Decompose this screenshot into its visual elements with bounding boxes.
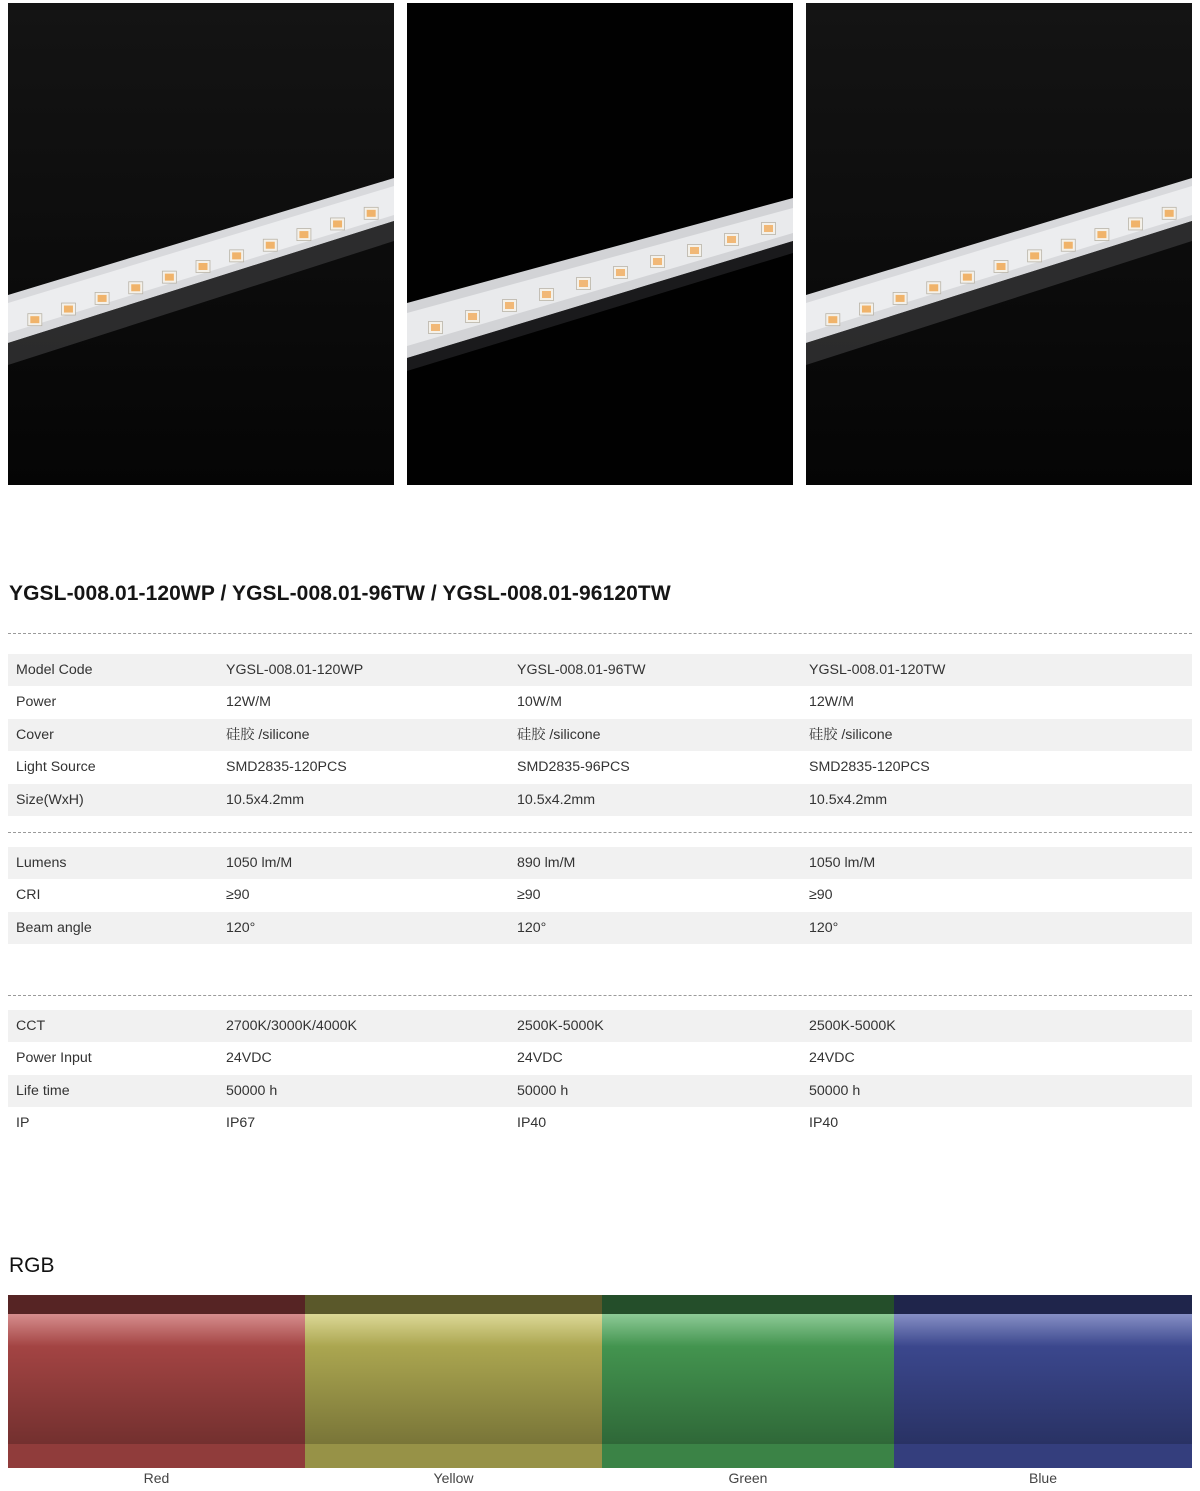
rgb-heading: RGB [9, 1254, 55, 1277]
spec-row-lumens [8, 847, 1192, 879]
spec-value: 12W/M [226, 694, 271, 711]
led-strip-photo-1[interactable] [8, 3, 394, 485]
led-strip-image-3 [806, 3, 1192, 485]
spec-value: 24VDC [809, 1050, 855, 1067]
swatch-top [894, 1295, 1192, 1314]
spec-label: IP [16, 1115, 30, 1132]
spec-label: Power Input [16, 1050, 92, 1067]
led-chip-phosphor [1030, 252, 1039, 259]
led-chip-phosphor [1097, 231, 1106, 238]
spec-label: Cover [16, 726, 54, 743]
spec-value: 10W/M [517, 694, 562, 711]
divider [8, 633, 1192, 634]
spec-label: CRI [16, 887, 41, 904]
spec-table-electrical [8, 1010, 1192, 1140]
rgb-swatches [8, 1295, 1192, 1468]
spec-value: 2500K-5000K [809, 1018, 896, 1034]
spec-value: IP40 [517, 1115, 547, 1132]
spec-row-cct [8, 1010, 1192, 1042]
spec-label: Beam angle [16, 919, 92, 936]
spec-row-model-code [8, 654, 1192, 686]
swatch-red[interactable] [8, 1295, 305, 1468]
spec-label: Size(WxH) [16, 791, 84, 808]
led-chip-phosphor [367, 210, 376, 217]
led-chip-phosphor [131, 284, 140, 291]
led-chip-phosphor [862, 306, 871, 313]
spec-label: Power [16, 694, 57, 711]
led-strip-photo-2[interactable] [407, 3, 793, 485]
spec-value: 2500K-5000K [517, 1018, 604, 1034]
led-chip-phosphor [828, 316, 837, 323]
spec-value: 24VDC [517, 1050, 563, 1067]
swatch-label-red: Red [143, 1470, 170, 1486]
led-strip-photo-3[interactable] [806, 3, 1192, 485]
led-chip-phosphor [431, 324, 440, 331]
spec-value: 120° [517, 919, 547, 936]
led-chip-phosphor [98, 295, 107, 302]
spec-row-cover [8, 719, 1192, 751]
swatch-glow [8, 1314, 305, 1444]
swatch-bottom [8, 1444, 305, 1468]
spec-value: YGSL-008.01-120TW [809, 662, 946, 678]
swatch-glow [894, 1314, 1192, 1444]
spec-value: 10.5x4.2mm [517, 791, 596, 808]
spec-value: SMD2835-96PCS [517, 759, 630, 776]
spec-table-optical [8, 847, 1192, 944]
spec-label: Light Source [16, 759, 96, 776]
swatch-top [305, 1295, 602, 1314]
led-chip-phosphor [616, 269, 625, 276]
swatch-blue[interactable] [894, 1295, 1192, 1468]
spec-value: 硅胶 /silicone [809, 726, 893, 743]
divider [8, 995, 1192, 996]
spec-label: Life time [16, 1082, 70, 1099]
led-chip-phosphor [653, 258, 662, 265]
spec-row-power-input [8, 1042, 1192, 1074]
spec-value: YGSL-008.01-96TW [517, 662, 646, 678]
swatch-green[interactable] [602, 1295, 894, 1468]
spec-label: Lumens [16, 855, 67, 871]
swatch-bottom [602, 1444, 894, 1468]
led-chip-phosphor [690, 247, 699, 254]
swatch-glow [305, 1314, 602, 1444]
spec-value: 120° [226, 919, 256, 936]
led-chip-phosphor [542, 291, 551, 298]
spec-table-general [8, 654, 1192, 816]
swatch-top [602, 1295, 894, 1314]
swatch-label-yellow: Yellow [433, 1470, 474, 1486]
led-chip-phosphor [165, 274, 174, 281]
spec-value: 120° [809, 919, 839, 936]
led-chip-phosphor [1165, 210, 1174, 217]
spec-value: IP67 [226, 1115, 256, 1132]
spec-row-size [8, 784, 1192, 816]
swatch-top [8, 1295, 305, 1314]
spec-label: CCT [16, 1018, 46, 1034]
spec-value: SMD2835-120PCS [226, 759, 347, 776]
product-gallery [8, 3, 1192, 485]
led-chip-phosphor [232, 252, 241, 259]
led-chip-phosphor [266, 242, 275, 249]
spec-label: Model Code [16, 662, 93, 678]
led-chip-phosphor [1131, 220, 1140, 227]
swatch-label-blue: Blue [1028, 1470, 1058, 1486]
led-chip-phosphor [333, 220, 342, 227]
led-chip-phosphor [896, 295, 905, 302]
spec-row-ip [8, 1107, 1192, 1139]
spec-value: IP40 [809, 1115, 839, 1132]
spec-value: SMD2835-120PCS [809, 759, 930, 776]
spec-value: 10.5x4.2mm [226, 791, 305, 808]
led-chip-phosphor [579, 280, 588, 287]
spec-value: ≥90 [226, 887, 250, 904]
spec-value: 890 lm/M [517, 855, 576, 871]
spec-row-beam-angle [8, 912, 1192, 944]
spec-value: 50000 h [517, 1082, 569, 1099]
led-chip-phosphor [64, 306, 73, 313]
swatch-glow [602, 1314, 894, 1444]
spec-value: YGSL-008.01-120WP [226, 662, 364, 678]
led-chip-phosphor [1064, 242, 1073, 249]
spec-row-light-source [8, 751, 1192, 783]
led-chip-phosphor [929, 284, 938, 291]
divider [8, 832, 1192, 833]
led-chip-phosphor [727, 236, 736, 243]
led-chip-phosphor [997, 263, 1006, 270]
product-title: YGSL-008.01-120WP / YGSL-008.01-96TW / YGSL-008.01-96120TW [9, 582, 671, 605]
spec-row-life-time [8, 1075, 1192, 1107]
led-strip-image-1 [8, 3, 394, 485]
spec-value: 10.5x4.2mm [809, 791, 888, 808]
spec-value: 2700K/3000K/4000K [226, 1018, 357, 1034]
spec-value: ≥90 [517, 887, 541, 904]
led-chip-phosphor [468, 313, 477, 320]
swatch-yellow[interactable] [305, 1295, 602, 1468]
led-chip-phosphor [505, 302, 514, 309]
spec-value: 硅胶 /silicone [226, 726, 310, 743]
spec-value: 1050 lm/M [226, 855, 293, 871]
swatch-bottom [894, 1444, 1192, 1468]
led-chip-phosphor [764, 225, 773, 232]
led-chip-phosphor [299, 231, 308, 238]
spec-value: 12W/M [809, 694, 854, 711]
spec-value: 硅胶 /silicone [517, 726, 601, 743]
spec-value: 50000 h [226, 1082, 278, 1099]
swatch-label-green: Green [728, 1470, 768, 1486]
spec-value: ≥90 [809, 887, 833, 904]
spec-value: 1050 lm/M [809, 855, 876, 871]
led-chip-phosphor [30, 316, 39, 323]
spec-row-cri [8, 879, 1192, 911]
spec-row-power [8, 686, 1192, 718]
led-chip-phosphor [199, 263, 208, 270]
spec-value: 50000 h [809, 1082, 861, 1099]
spec-value: 24VDC [226, 1050, 272, 1067]
led-chip-phosphor [963, 274, 972, 281]
swatch-bottom [305, 1444, 602, 1468]
led-strip-image-2 [407, 3, 793, 485]
